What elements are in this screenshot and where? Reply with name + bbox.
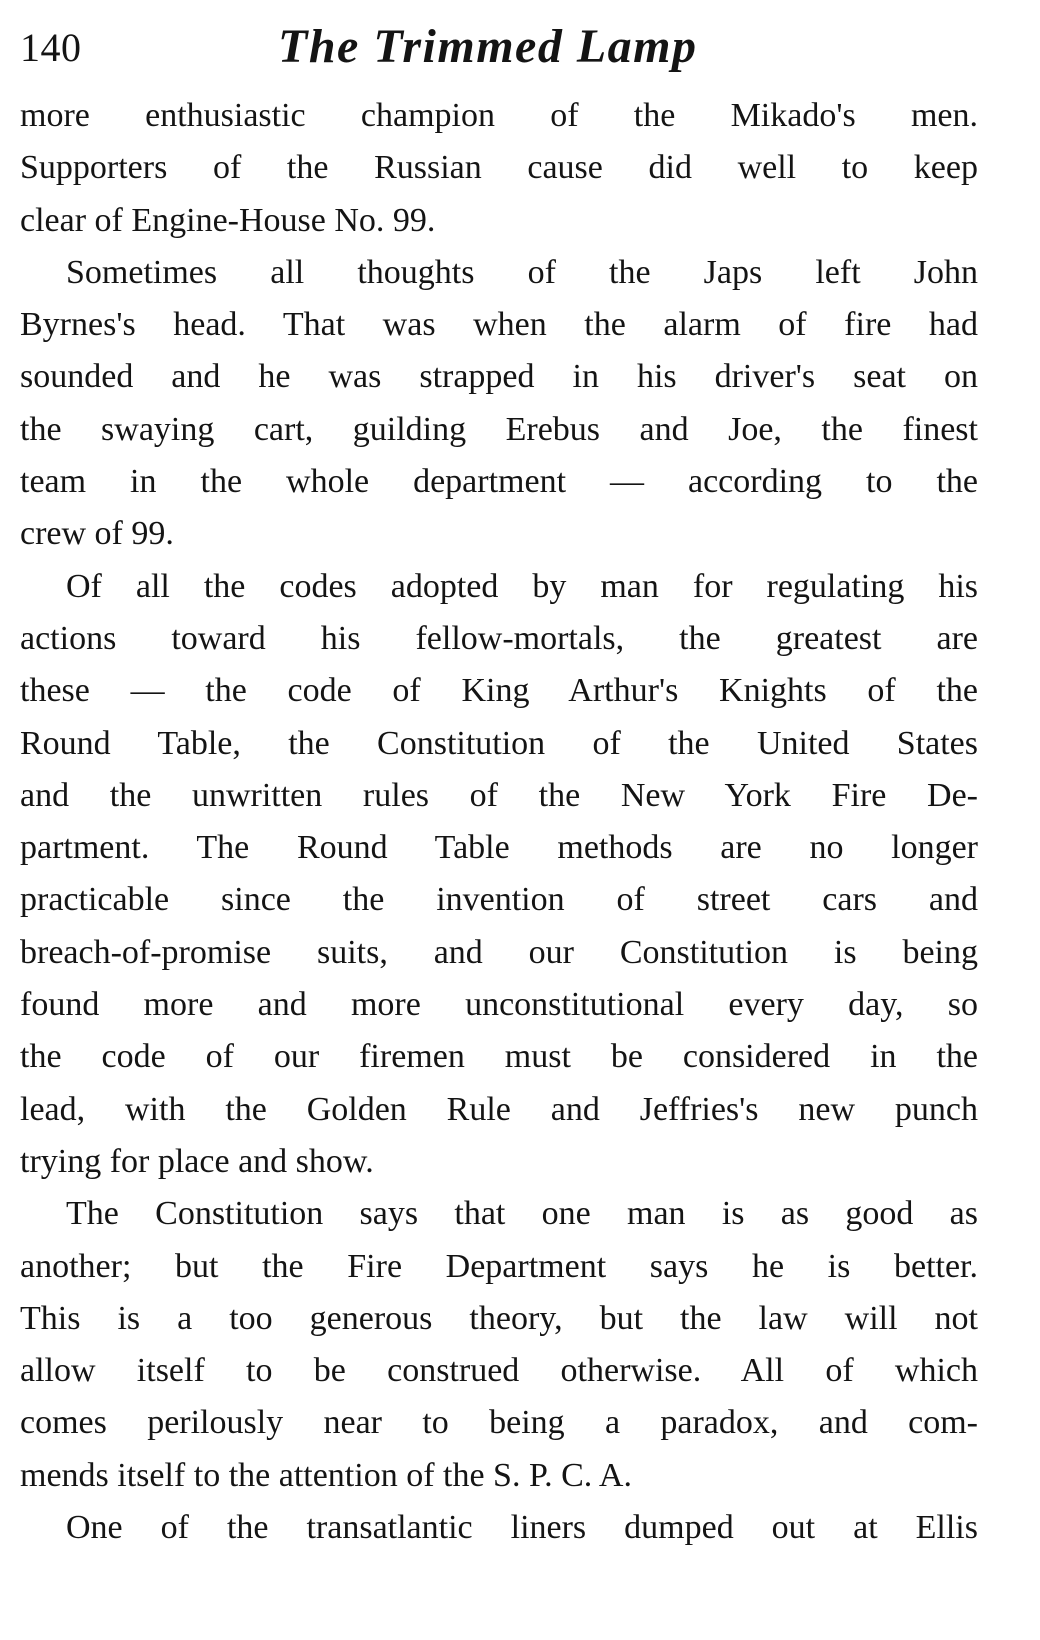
text-line: more enthusiastic champion of the Mikado's men.: [20, 97, 978, 134]
running-title: The Trimmed Lamp: [278, 20, 698, 73]
text-line: This is a too generous theory, but the law will not: [20, 1299, 978, 1337]
text-line: the code of our firemen must be considered in the: [20, 1038, 978, 1076]
text-line: and the unwritten rules of the New York Fire De-: [20, 776, 978, 814]
text-line: The Constitution says that one man is as good as: [66, 1195, 978, 1233]
text-line: practicable since the invention of street cars and: [20, 881, 978, 919]
text-line: crew of 99.: [20, 515, 174, 553]
text-line: Of all the codes adopted by man for regulating his: [66, 567, 978, 605]
text-line: Supporters of the Russian cause did well to keep: [20, 149, 978, 187]
text-line: actions toward his fellow-mortals, the greatest are: [20, 619, 978, 657]
text-line: another; but the Fire Department says he is better.: [20, 1247, 978, 1285]
paragraph-5: [20, 1502, 978, 1554]
text-line: comes perilously near to being a paradox, and com-: [20, 1404, 978, 1442]
text-line: partment. The Round Table methods are no longer: [20, 829, 978, 867]
text-line: these — the code of King Arthur's Knights of the: [20, 672, 978, 710]
page-number: 140: [20, 25, 82, 70]
paragraph-4: [20, 1188, 978, 1502]
text-line: breach-of-promise suits, and our Constitution is being: [20, 933, 978, 971]
paragraph-1: [20, 90, 978, 247]
text-line: allow itself to be construed otherwise. All of which: [20, 1352, 978, 1390]
text-line: trying for place and show.: [20, 1142, 374, 1180]
text-line: found more and more unconstitutional every day, so: [20, 986, 978, 1024]
text-line: sounded and he was strapped in his driver's seat on: [20, 358, 978, 396]
text-line: lead, with the Golden Rule and Jeffries's new punch: [20, 1090, 978, 1128]
text-line: mends itself to the attention of the S. P. C. A.: [20, 1456, 632, 1494]
text-line: team in the whole department — according to the: [20, 463, 978, 501]
text-line: Byrnes's head. That was when the alarm of fire had: [20, 306, 978, 344]
text-line: the swaying cart, guilding Erebus and Joe, the finest: [20, 410, 978, 448]
paragraph-2: [20, 247, 978, 561]
running-header: [20, 12, 980, 86]
text-line: Round Table, the Constitution of the United States: [20, 724, 978, 762]
paragraph-3: [20, 561, 978, 1189]
text-line: clear of Engine-House No. 99.: [20, 201, 436, 239]
text-line: Sometimes all thoughts of the Japs left John: [66, 253, 978, 291]
body-text: [20, 90, 978, 1554]
text-line: One of the transatlantic liners dumped out at Ellis: [66, 1509, 978, 1547]
